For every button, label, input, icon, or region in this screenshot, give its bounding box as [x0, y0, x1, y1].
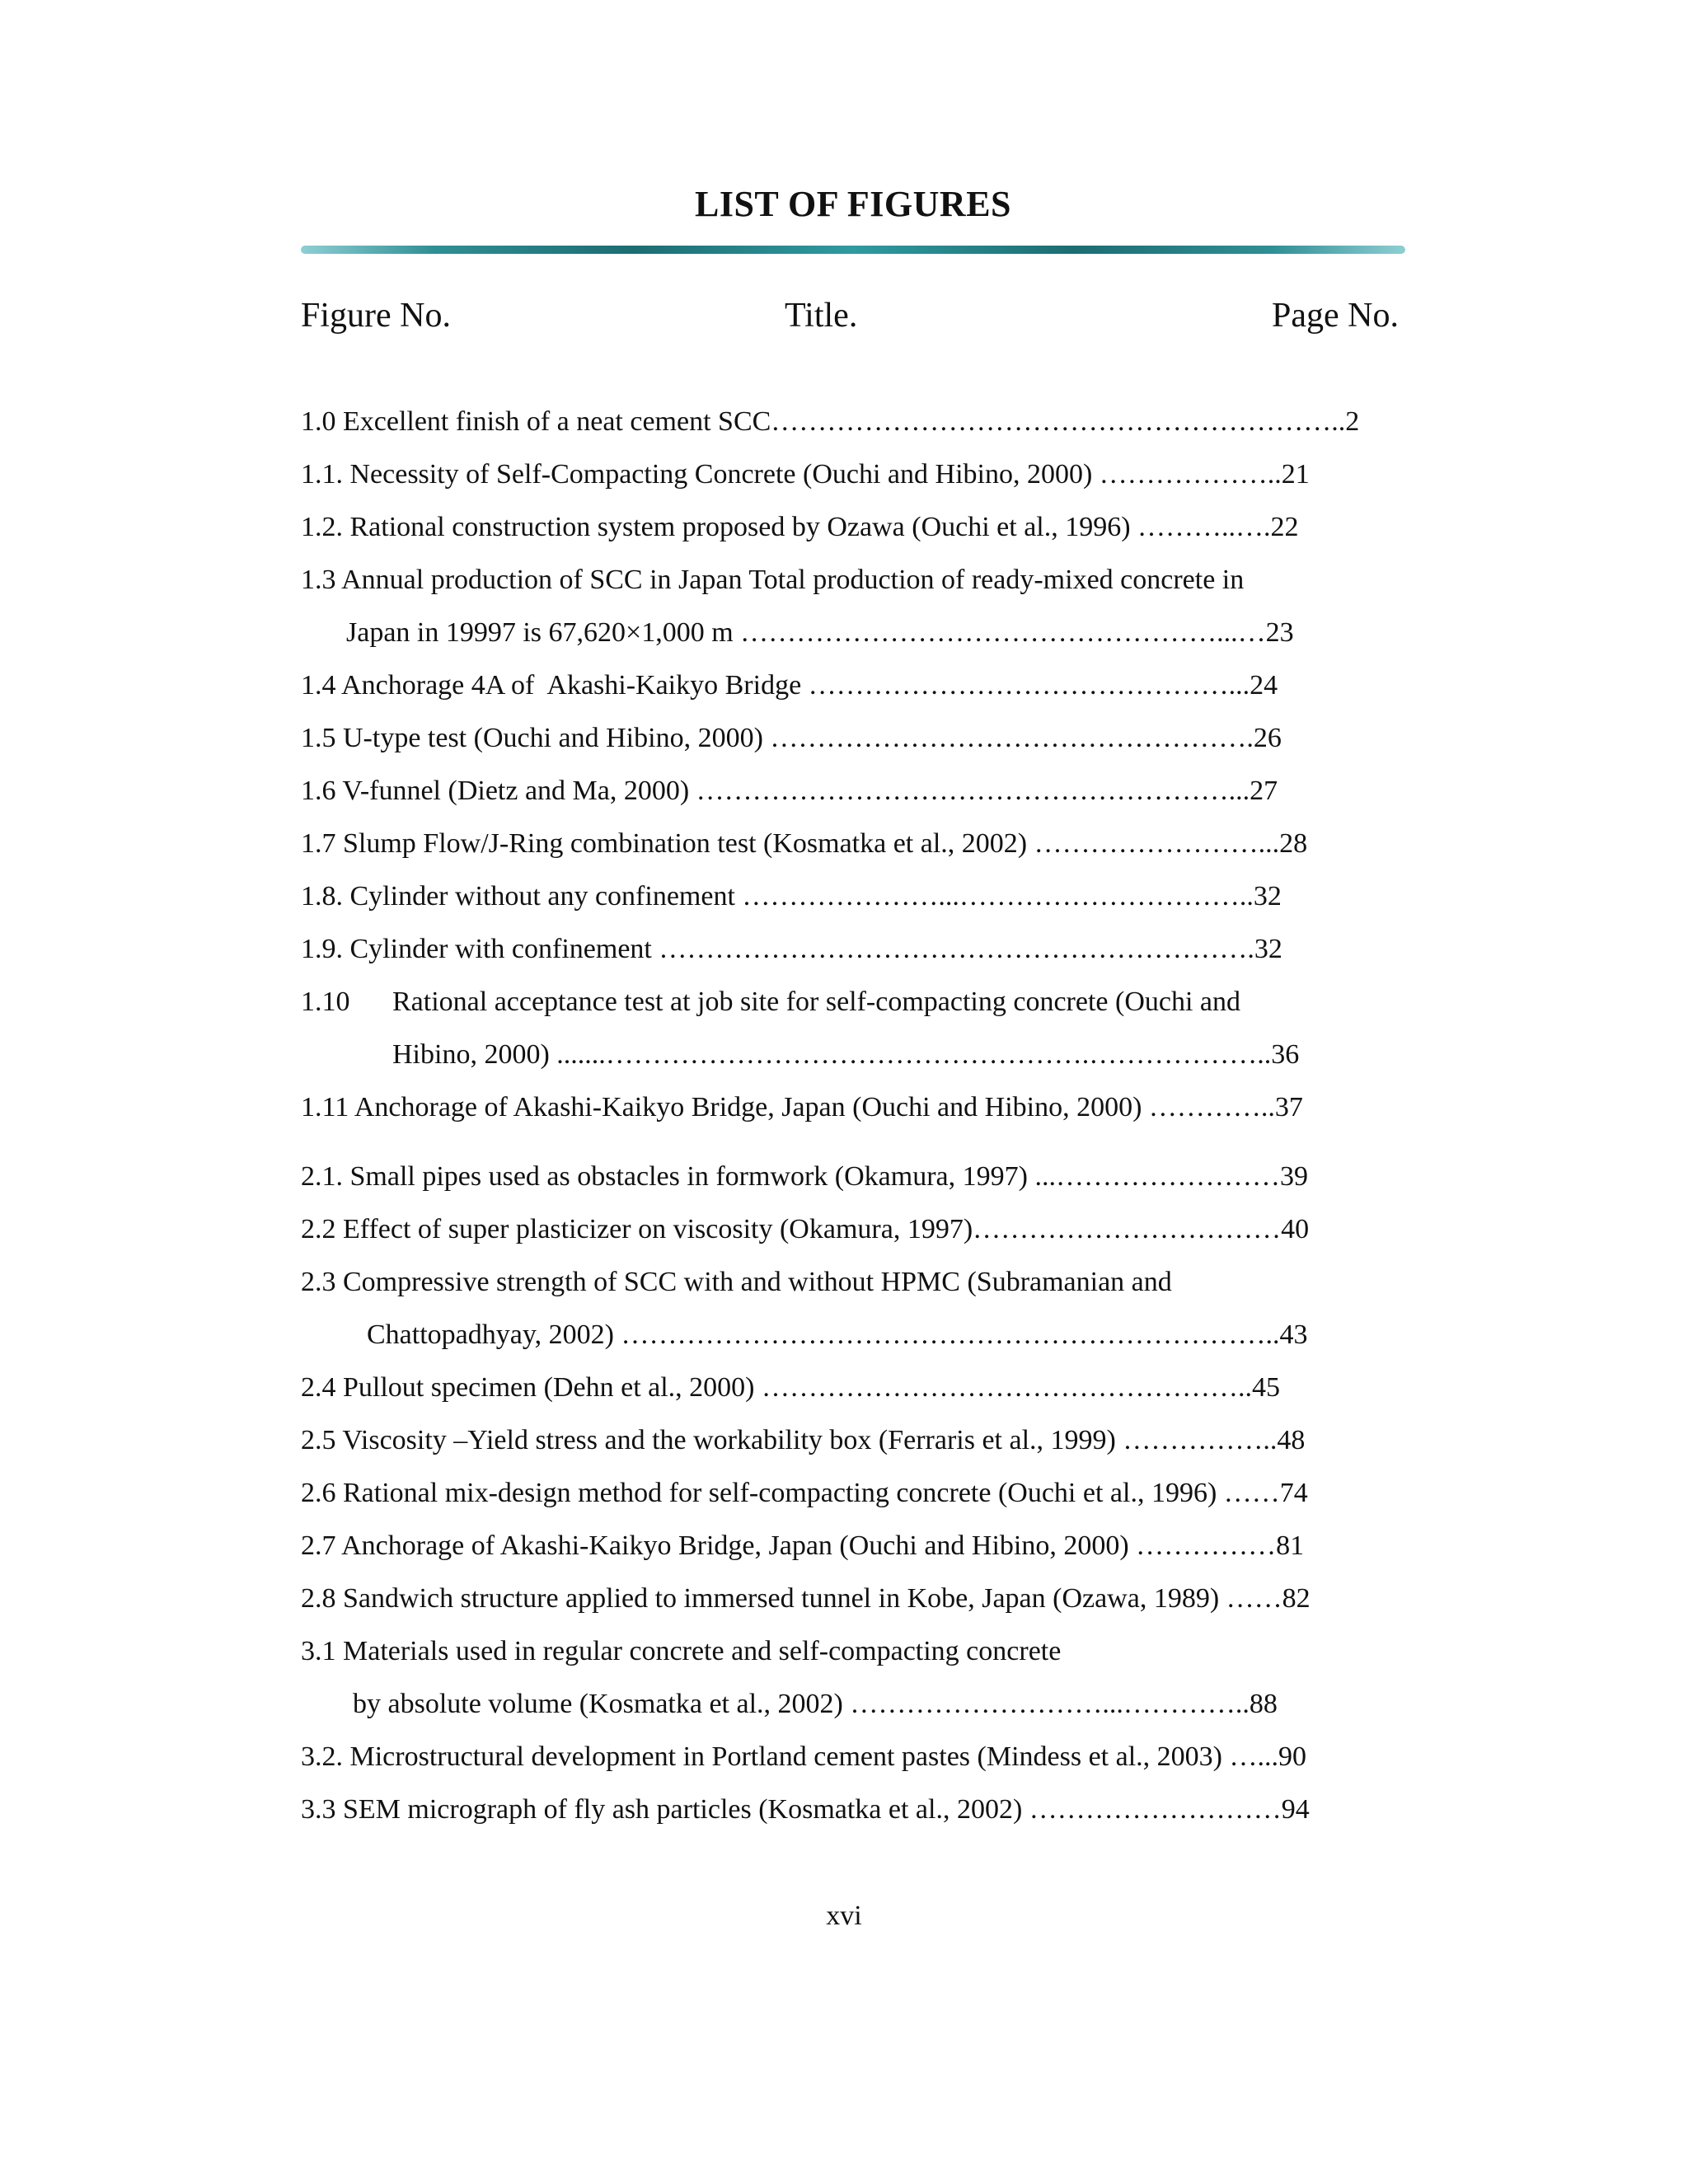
- figure-entry-1-11: 1.11 Anchorage of Akashi-Kaikyo Bridge, Japan (Ouchi and Hibino, 2000) …………..37: [301, 1092, 1303, 1122]
- figure-entry-1-10-continued: Hibino, 2000) .......…………………………………………….………………..36: [392, 1039, 1300, 1070]
- figure-entry-2-7: 2.7 Anchorage of Akashi-Kaikyo Bridge, Japan (Ouchi and Hibino, 2000) ……………81: [301, 1530, 1305, 1561]
- figure-entry-3-3: 3.3 SEM micrograph of fly ash particles (Kosmatka et al., 2002) ………………………94: [301, 1794, 1310, 1825]
- figure-entry-1-8: 1.8. Cylinder without any confinement …………………...…………………………..32: [301, 881, 1282, 912]
- page-title: LIST OF FIGURES: [694, 184, 1012, 224]
- page-number: xvi: [826, 1900, 862, 1931]
- figure-entry-2-6: 2.6 Rational mix-design method for self-compacting concrete (Ouchi et al., 1996) ……74: [301, 1478, 1308, 1508]
- figure-entry-1-6: 1.6 V-funnel (Dietz and Ma, 2000) …………………………………………………...27: [301, 776, 1278, 806]
- title-divider: [301, 246, 1405, 254]
- column-header-figure-no: Figure No.: [301, 297, 451, 335]
- figure-entry-1-9: 1.9. Cylinder with confinement ……………………………………………………….32: [301, 934, 1282, 964]
- figure-entry-2-3-continued: Chattopadhyay, 2002) ……………………………………………………………..43: [367, 1319, 1308, 1350]
- figure-entry-2-2: 2.2 Effect of super plasticizer on viscosity (Okamura, 1997)……………………………40: [301, 1214, 1310, 1244]
- figure-entry-2-1: 2.1. Small pipes used as obstacles in formwork (Okamura, 1997) ...……………………39: [301, 1161, 1308, 1192]
- figure-entry-1-5: 1.5 U-type test (Ouchi and Hibino, 2000) …………………………………………….26: [301, 723, 1282, 753]
- figure-entry-2-5: 2.5 Viscosity –Yield stress and the workability box (Ferraris et al., 1999) ……………..48: [301, 1425, 1306, 1455]
- figure-entry-3-2: 3.2. Microstructural development in Portland cement pastes (Mindess et al., 2003) …...90: [301, 1741, 1306, 1772]
- figure-entry-3-1: 3.1 Materials used in regular concrete and self-compacting concrete: [301, 1636, 1062, 1666]
- figure-entry-1-10-number: 1.10: [301, 987, 350, 1017]
- figure-entry-2-4: 2.4 Pullout specimen (Dehn et al., 2000) ……………………………………………..45: [301, 1372, 1281, 1403]
- figure-entry-3-1-continued: by absolute volume (Kosmatka et al., 2002) ………………………...…………..88: [353, 1689, 1278, 1719]
- figure-entry-1-3: 1.3 Annual production of SCC in Japan Total production of ready-mixed concrete in: [301, 565, 1245, 595]
- figure-entry-1-2: 1.2. Rational construction system proposed by Ozawa (Ouchi et al., 1996) ………..….22: [301, 512, 1299, 542]
- column-header-page-no: Page No.: [1272, 297, 1399, 335]
- figure-entry-1-7: 1.7 Slump Flow/J-Ring combination test (Kosmatka et al., 2002) ……………………...28: [301, 828, 1308, 859]
- figure-entry-1-4: 1.4 Anchorage 4A of Akashi-Kaikyo Bridge ………………………………………...24: [301, 670, 1278, 701]
- figure-entry-1-10: Rational acceptance test at job site for self-compacting concrete (Ouchi and: [392, 987, 1240, 1017]
- figure-entry-2-3: 2.3 Compressive strength of SCC with and without HPMC (Subramanian and: [301, 1267, 1172, 1297]
- figure-entry-2-8: 2.8 Sandwich structure applied to immersed tunnel in Kobe, Japan (Ozawa, 1989) ……82: [301, 1583, 1311, 1614]
- figure-entry-1-0: 1.0 Excellent finish of a neat cement SCC……………………………………………………..2: [301, 406, 1360, 437]
- figure-entry-1-3-continued: Japan in 19997 is 67,620×1,000 m ……………………………………………...…23: [346, 617, 1294, 648]
- figure-entry-1-1: 1.1. Necessity of Self-Compacting Concrete (Ouchi and Hibino, 2000) ………………..21: [301, 459, 1310, 490]
- column-header-title: Title.: [785, 297, 858, 335]
